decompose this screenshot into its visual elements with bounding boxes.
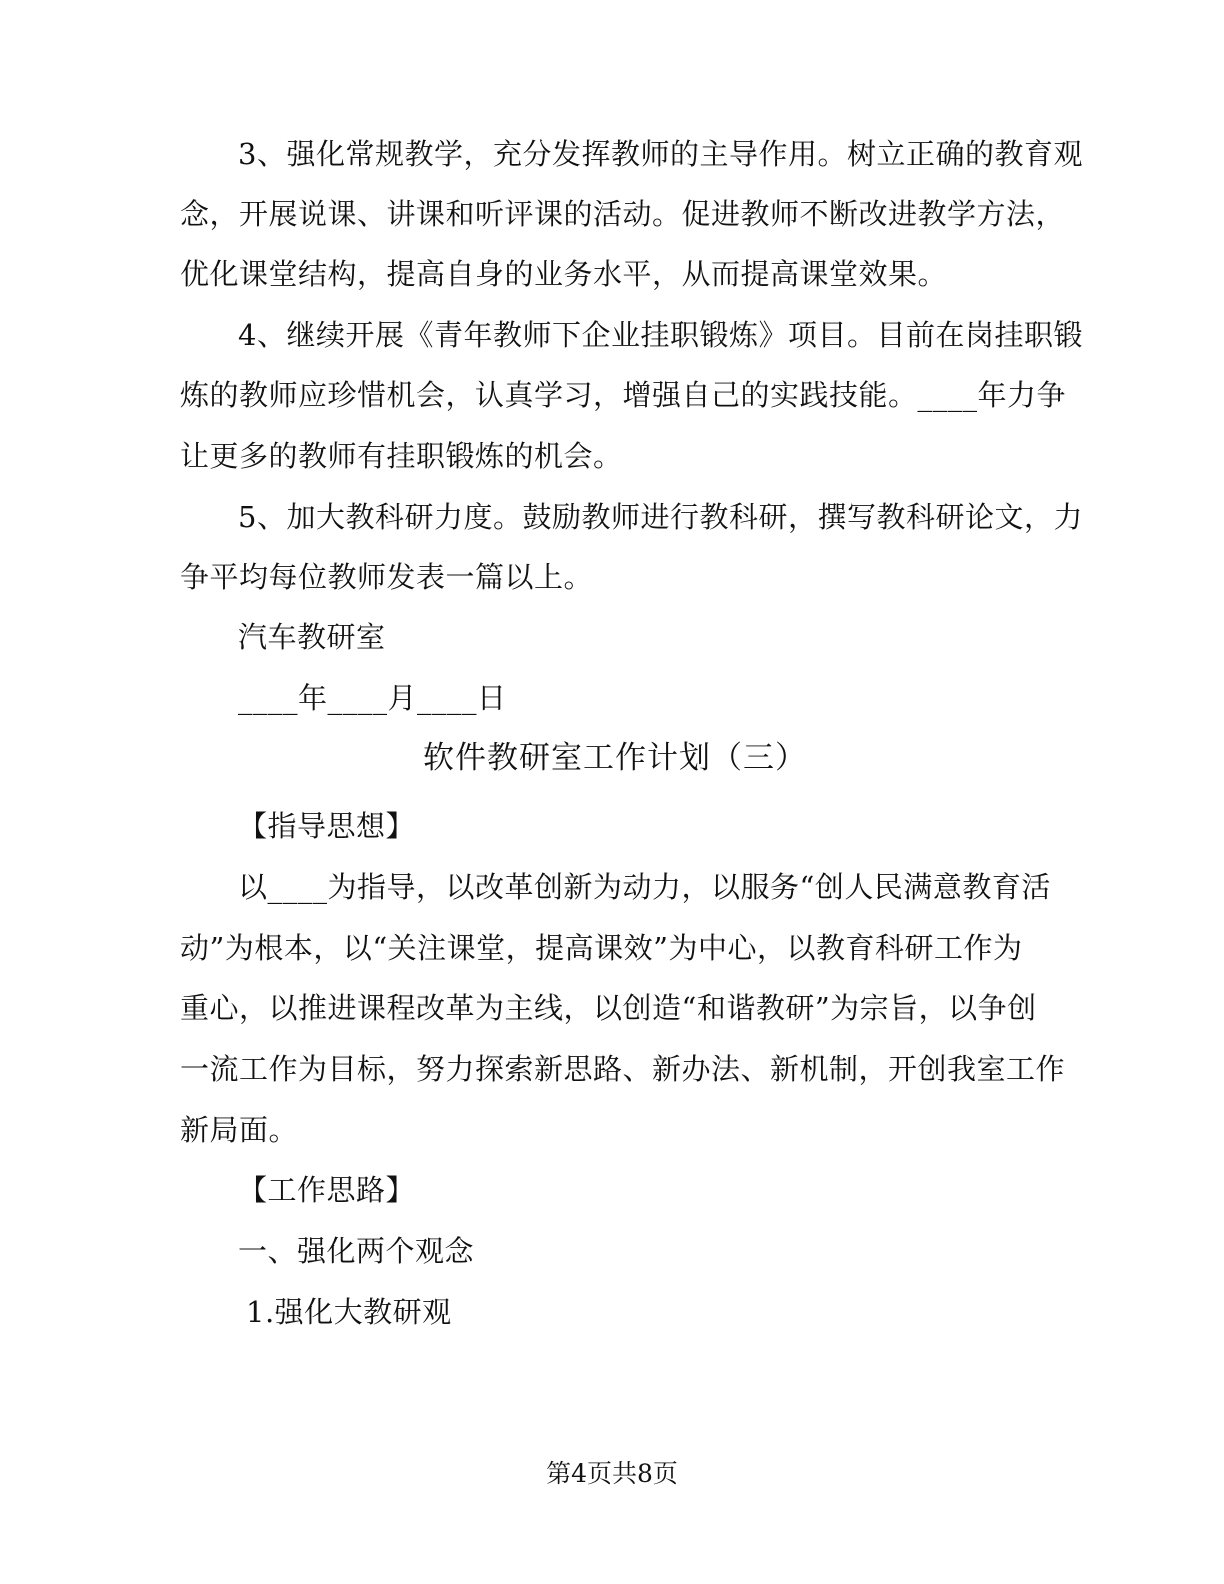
guiding-paragraph-line-3: 重心，以推进课程改革为主线，以创造“和谐教研”为宗旨，以争创 <box>180 991 1037 1025</box>
paragraph-4-line-1: 4、继续开展《青年教师下企业挂职锻炼》项目。目前在岗挂职锻 <box>238 318 1083 352</box>
heading-guiding-ideology: 【指导思想】 <box>238 809 416 843</box>
guiding-paragraph-line-5: 新局面。 <box>180 1113 299 1147</box>
signature-date: ____年____月____日 <box>238 681 507 715</box>
guiding-paragraph-line-2: 动”为根本，以“关注课堂，提高课效”为中心，以教育科研工作为 <box>180 931 1023 965</box>
paragraph-5-line-1: 5、加大教科研力度。鼓励教师进行教科研，撰写教科研论文，力 <box>238 500 1083 534</box>
guiding-paragraph-line-1: 以____为指导，以改革创新为动力，以服务“创人民满意教育活 <box>238 870 1051 904</box>
signature-department: 汽车教研室 <box>238 620 386 654</box>
paragraph-3-line-3: 优化课堂结构，提高自身的业务水平，从而提高课堂效果。 <box>180 257 948 291</box>
paragraph-5-line-2: 争平均每位教师发表一篇以上。 <box>180 560 594 594</box>
page-number-footer: 第4页共8页 <box>546 1459 678 1488</box>
paragraph-4-line-2: 炼的教师应珍惜机会，认真学习，增强自己的实践技能。____年力争 <box>180 378 1067 412</box>
paragraph-4-line-3: 让更多的教师有挂职锻炼的机会。 <box>180 439 623 473</box>
heading-work-approach: 【工作思路】 <box>238 1173 416 1207</box>
guiding-paragraph-line-4: 一流工作为目标，努力探索新思路、新办法、新机制，开创我室工作 <box>180 1052 1066 1086</box>
list-item-1-1: 1.强化大教研观 <box>246 1295 452 1329</box>
list-item-1: 一、强化两个观念 <box>238 1234 475 1268</box>
paragraph-3-line-1: 3、强化常规教学，充分发挥教师的主导作用。树立正确的教育观 <box>238 137 1083 171</box>
section-title: 软件教研室工作计划（三） <box>423 740 807 776</box>
paragraph-3-line-2: 念，开展说课、讲课和听评课的活动。促进教师不断改进教学方法， <box>180 197 1066 231</box>
